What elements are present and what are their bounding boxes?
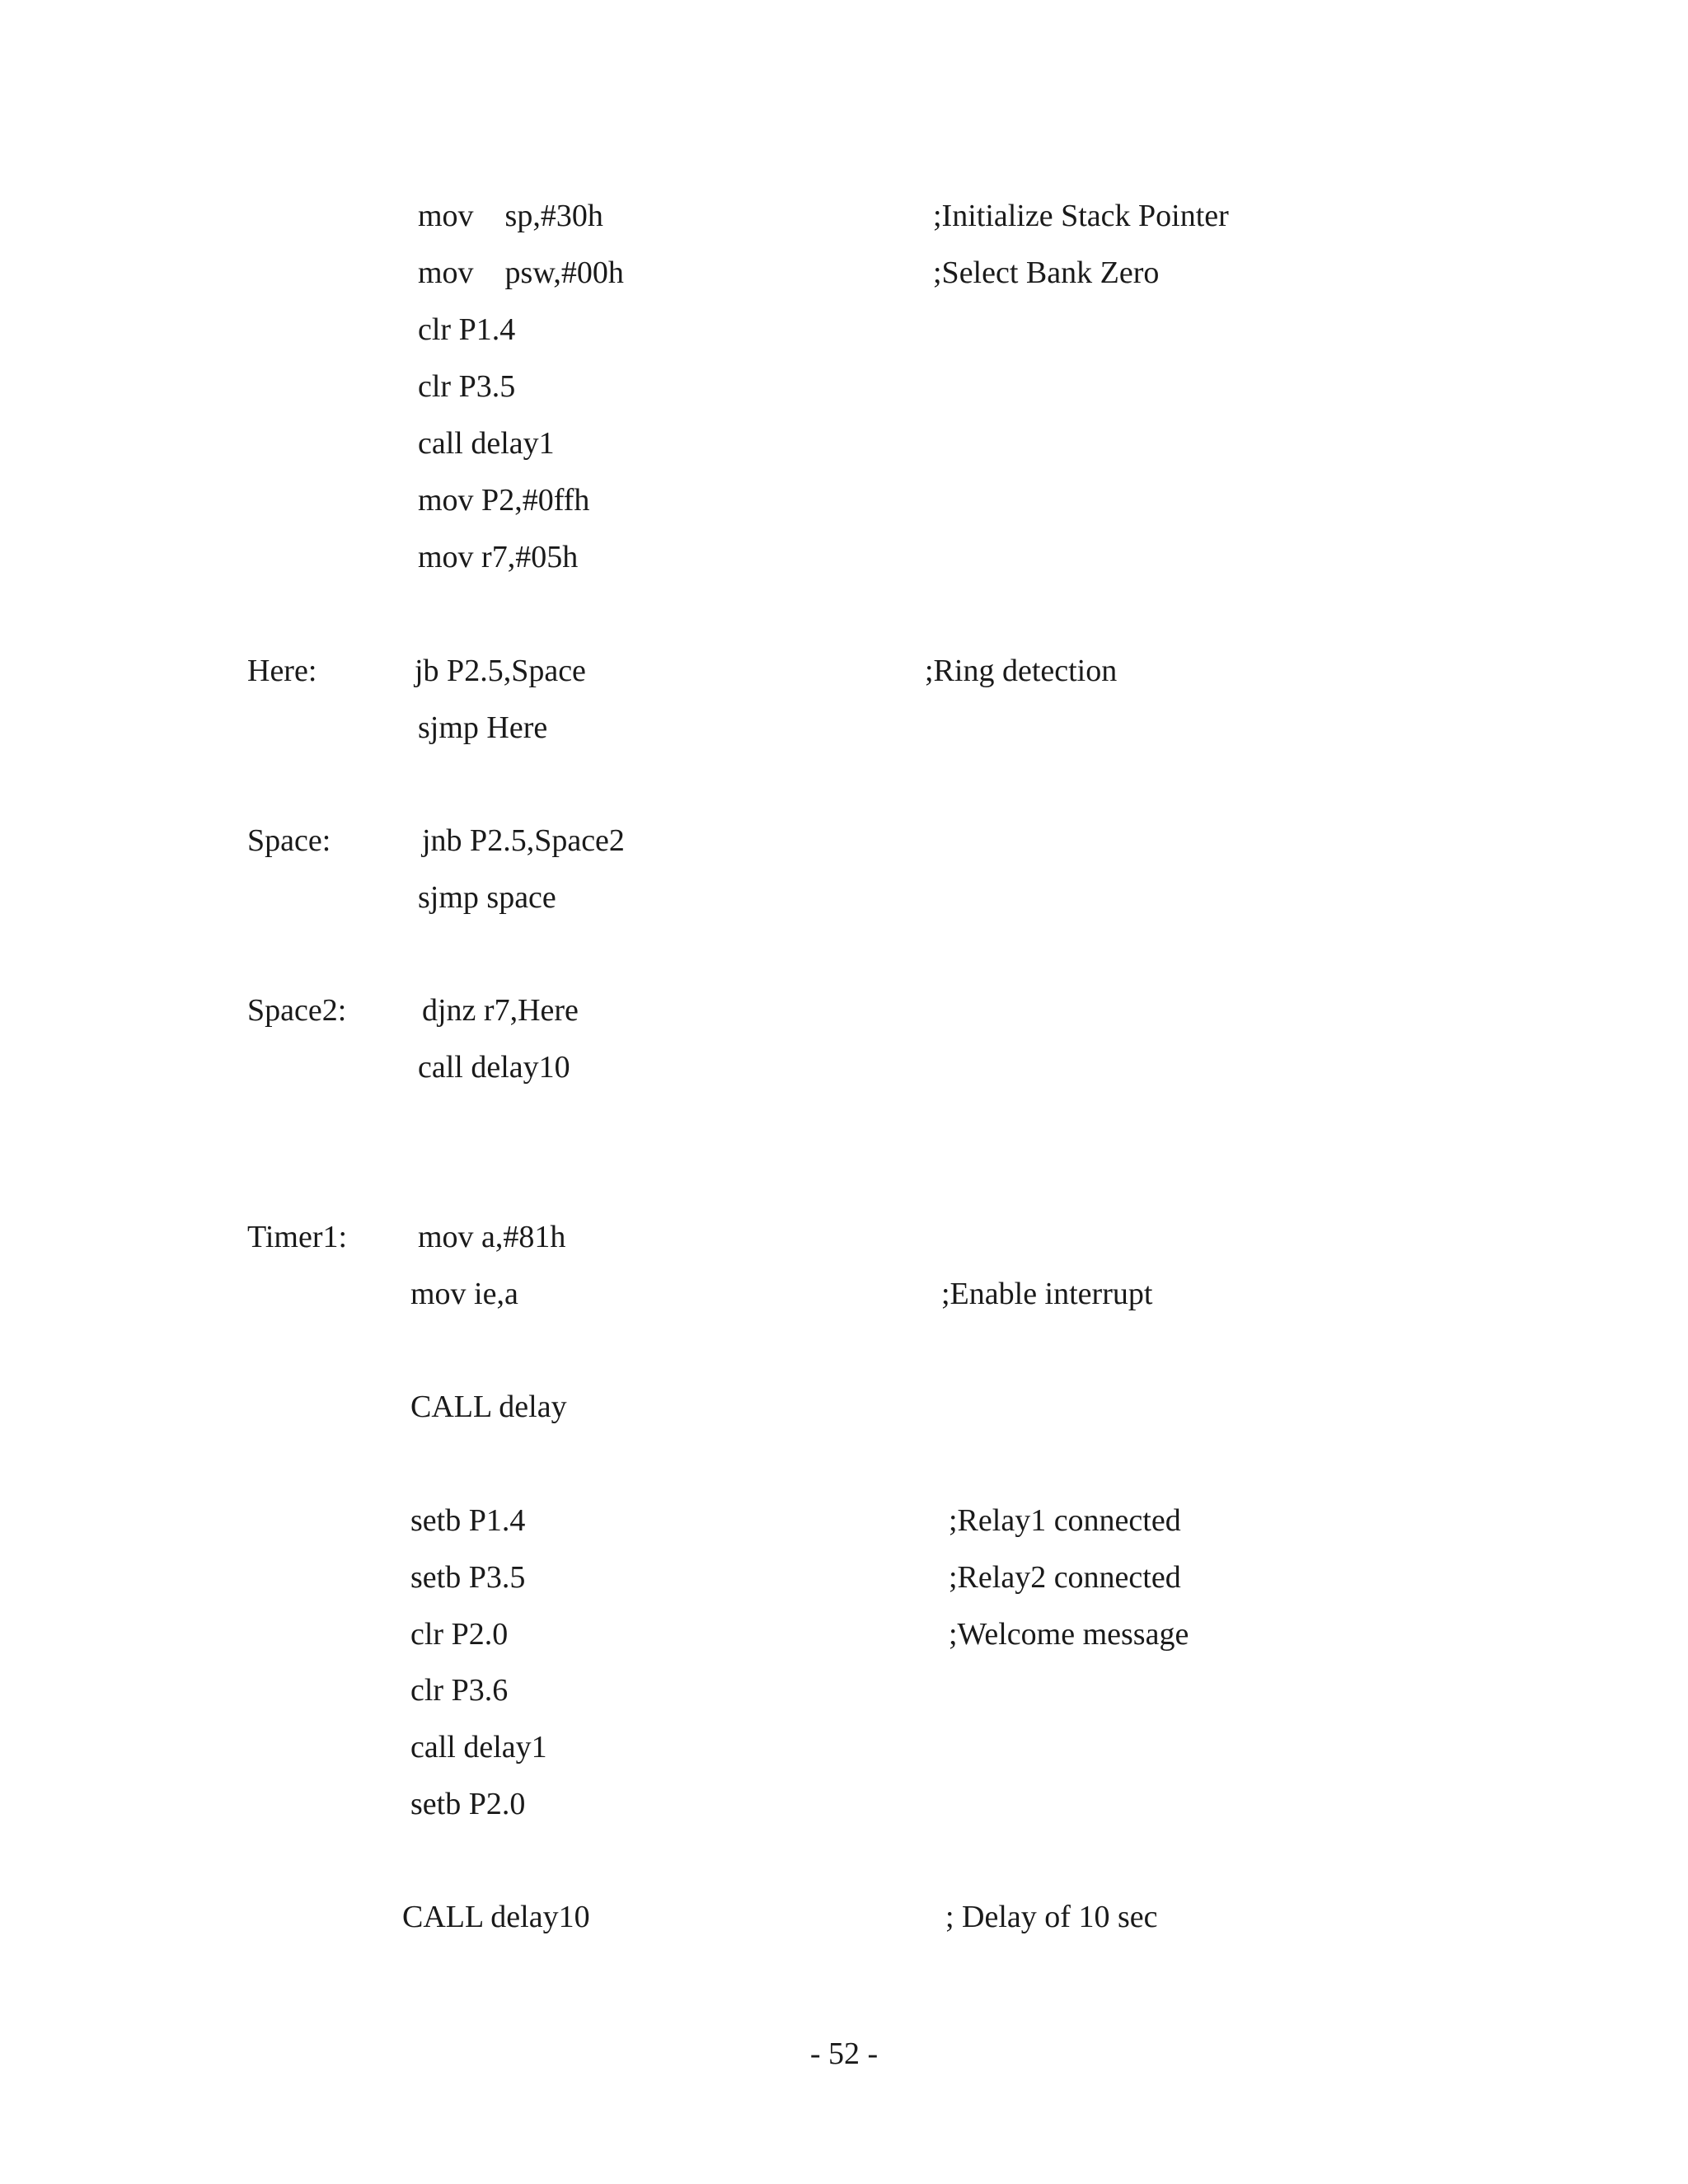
code-line bbox=[0, 1038, 1688, 1096]
code-line bbox=[0, 1605, 1688, 1663]
code-line bbox=[0, 301, 1688, 359]
code-line bbox=[0, 869, 1688, 926]
line-code: jb P2.5,Space bbox=[415, 654, 586, 688]
line-comment: ;Select Bank Zero bbox=[933, 255, 1160, 290]
line-comment: ;Relay2 connected bbox=[949, 1560, 1181, 1595]
line-code: mov a,#81h bbox=[418, 1220, 566, 1254]
code-line bbox=[0, 1549, 1688, 1606]
code-line bbox=[0, 699, 1688, 757]
line-code: setb P3.5 bbox=[410, 1560, 526, 1595]
line-code: mov ie,a bbox=[410, 1277, 518, 1311]
code-line bbox=[0, 1378, 1688, 1436]
line-code: mov P2,#0ffh bbox=[418, 483, 590, 518]
line-code: djnz r7,Here bbox=[422, 993, 579, 1028]
code-line bbox=[0, 244, 1688, 302]
line-code: clr P2.0 bbox=[410, 1617, 509, 1652]
line-comment: ;Enable interrupt bbox=[941, 1277, 1153, 1311]
page-number: - 52 - bbox=[809, 2036, 879, 2071]
code-line bbox=[0, 982, 1688, 1039]
line-code: setb P1.4 bbox=[410, 1503, 526, 1538]
code-line bbox=[0, 1492, 1688, 1549]
line-code: CALL delay10 bbox=[402, 1900, 590, 1934]
line-code: sjmp Here bbox=[418, 710, 548, 745]
line-label: Timer1: bbox=[247, 1220, 348, 1254]
line-code: mov psw,#00h bbox=[418, 255, 624, 290]
line-comment: ;Ring detection bbox=[925, 654, 1118, 688]
line-code: sjmp space bbox=[418, 880, 556, 915]
code-line bbox=[0, 1661, 1688, 1719]
line-comment: ;Relay1 connected bbox=[949, 1503, 1181, 1538]
line-code: setb P2.0 bbox=[410, 1787, 526, 1821]
line-label: Here: bbox=[247, 654, 317, 688]
line-code: mov r7,#05h bbox=[418, 540, 579, 574]
line-label: Space: bbox=[247, 823, 331, 858]
line-code: CALL delay bbox=[410, 1390, 567, 1424]
line-code: call delay1 bbox=[418, 426, 555, 461]
code-line bbox=[0, 415, 1688, 472]
code-line bbox=[0, 1718, 1688, 1776]
code-line bbox=[0, 358, 1688, 415]
code-line bbox=[0, 528, 1688, 586]
code-line bbox=[0, 1888, 1688, 1946]
code-line bbox=[0, 187, 1688, 245]
code-line bbox=[0, 1775, 1688, 1833]
line-code: clr P1.4 bbox=[418, 312, 516, 347]
line-comment: ; Delay of 10 sec bbox=[945, 1900, 1158, 1934]
code-line bbox=[0, 1265, 1688, 1323]
code-line bbox=[0, 1208, 1688, 1266]
line-code: clr P3.6 bbox=[410, 1673, 509, 1708]
line-code: clr P3.5 bbox=[418, 369, 516, 404]
code-line bbox=[0, 642, 1688, 700]
line-code: call delay10 bbox=[418, 1050, 570, 1085]
line-code: jnb P2.5,Space2 bbox=[422, 823, 625, 858]
line-comment: ;Initialize Stack Pointer bbox=[933, 199, 1229, 233]
line-label: Space2: bbox=[247, 993, 347, 1028]
line-code: call delay1 bbox=[410, 1730, 547, 1765]
line-code: mov sp,#30h bbox=[418, 199, 603, 233]
line-comment: ;Welcome message bbox=[949, 1617, 1189, 1652]
code-line bbox=[0, 812, 1688, 869]
code-line bbox=[0, 471, 1688, 529]
